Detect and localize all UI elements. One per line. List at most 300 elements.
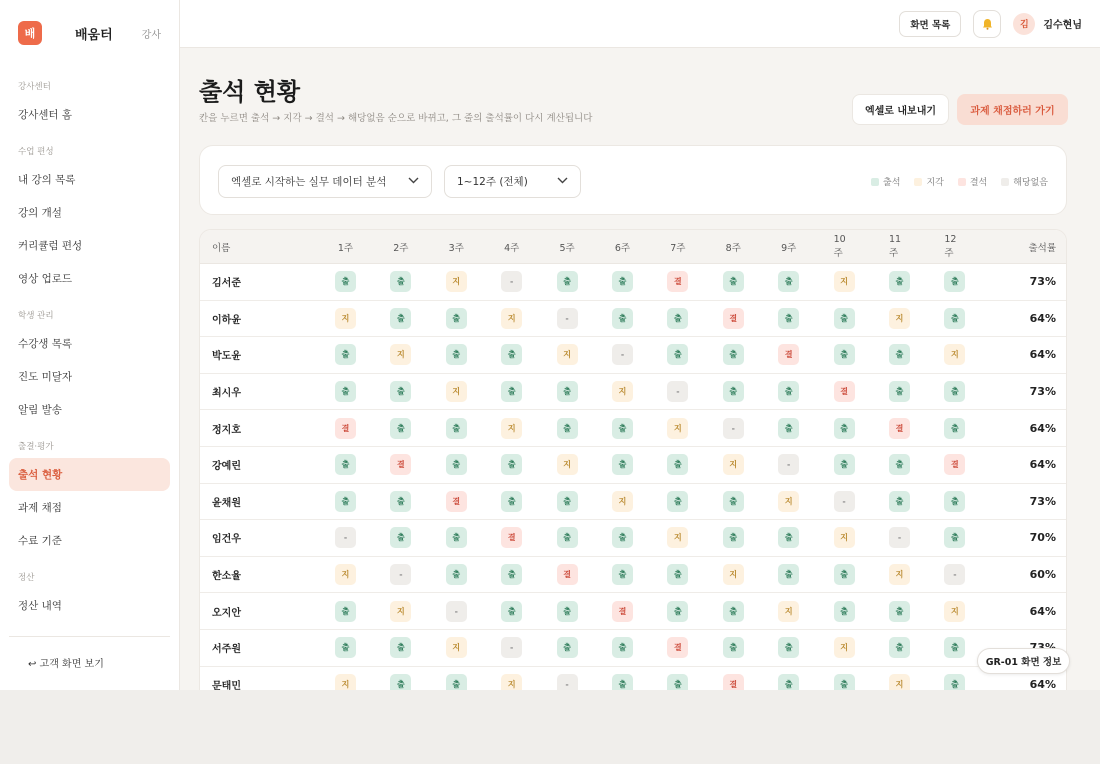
student-name: 한소율	[212, 571, 241, 583]
attendance-badge[interactable]: 지	[390, 344, 411, 365]
attendance-cell	[889, 484, 910, 520]
attendance-badge[interactable]: 지	[778, 491, 799, 512]
attendance-badge[interactable]: 출	[335, 637, 356, 658]
table-row	[200, 447, 1067, 484]
attendance-badge[interactable]: 지	[390, 601, 411, 622]
attendance-badge[interactable]: 출	[667, 601, 688, 622]
attendance-cell	[612, 520, 633, 556]
attendance-badge[interactable]: 출	[944, 418, 965, 439]
attendance-badge[interactable]: 지	[446, 381, 467, 402]
attendance-badge[interactable]: 출	[501, 564, 522, 585]
legend-label: 해당없음	[1013, 178, 1048, 188]
attendance-badge[interactable]: 지	[834, 527, 855, 548]
table-row	[200, 374, 1067, 411]
attendance-badge[interactable]: 출	[501, 601, 522, 622]
student-name: 윤채원	[212, 497, 241, 509]
logo[interactable]: 배	[18, 21, 42, 45]
attendance-badge[interactable]: 출	[335, 454, 356, 475]
attendance-badge[interactable]: 출	[834, 564, 855, 585]
attendance-badge[interactable]: 결	[778, 344, 799, 365]
sidebar-item[interactable]: 내 강의 목록	[18, 174, 76, 186]
attendance-badge[interactable]: 출	[390, 418, 411, 439]
attendance-rate: 73%	[1029, 494, 1056, 508]
attendance-cell	[335, 520, 356, 556]
attendance-badge[interactable]: -	[335, 527, 356, 548]
attendance-badge[interactable]: 출	[778, 381, 799, 402]
attendance-badge[interactable]: 출	[446, 308, 467, 329]
attendance-cell	[501, 374, 522, 410]
attendance-cell	[778, 374, 799, 410]
student-name: 임건우	[212, 534, 241, 546]
attendance-cell	[944, 630, 965, 666]
attendance-badge[interactable]: 출	[778, 564, 799, 585]
attendance-badge[interactable]: 출	[834, 418, 855, 439]
attendance-badge[interactable]: 출	[557, 527, 578, 548]
attendance-cell	[778, 447, 799, 483]
table-row	[200, 301, 1067, 338]
attendance-badge[interactable]: 지	[335, 564, 356, 585]
attendance-badge[interactable]: 출	[667, 564, 688, 585]
column-header-week[interactable]: 9주	[781, 242, 797, 254]
attendance-badge[interactable]: -	[667, 381, 688, 402]
attendance-cell	[778, 337, 799, 373]
attendance-cell	[723, 630, 744, 666]
attendance-badge[interactable]: 출	[944, 491, 965, 512]
attendance-badge[interactable]: 출	[612, 674, 633, 690]
filter-card	[199, 145, 1067, 215]
attendance-badge[interactable]: 출	[557, 491, 578, 512]
attendance-badge[interactable]: 출	[778, 527, 799, 548]
attendance-badge[interactable]: 결	[501, 527, 522, 548]
attendance-badge[interactable]: 지	[335, 674, 356, 690]
attendance-badge[interactable]: 결	[612, 601, 633, 622]
legend-item	[914, 175, 943, 188]
attendance-badge[interactable]: -	[501, 637, 522, 658]
attendance-cell	[612, 374, 633, 410]
attendance-cell	[834, 447, 855, 483]
attendance-badge[interactable]: 출	[390, 381, 411, 402]
attendance-badge[interactable]: -	[778, 454, 799, 475]
brand-name[interactable]: 배움터	[75, 27, 113, 43]
attendance-cell	[889, 630, 910, 666]
attendance-cell	[390, 264, 411, 300]
attendance-badge[interactable]: 결	[390, 454, 411, 475]
week-select[interactable]	[444, 165, 581, 198]
attendance-badge[interactable]: 출	[390, 308, 411, 329]
attendance-cell	[557, 337, 578, 373]
table-row	[200, 630, 1067, 667]
attendance-cell	[723, 557, 744, 593]
attendance-badge[interactable]: 출	[723, 527, 744, 548]
attendance-rate: 73%	[1029, 275, 1056, 289]
attendance-badge[interactable]: 결	[446, 491, 467, 512]
export-excel-button[interactable]: 엑셀로 내보내기	[852, 94, 949, 125]
attendance-rate: 73%	[1029, 385, 1056, 399]
attendance-badge[interactable]: 결	[667, 271, 688, 292]
attendance-cell	[390, 630, 411, 666]
attendance-badge[interactable]: 결	[723, 308, 744, 329]
course-select[interactable]	[218, 165, 432, 198]
attendance-badge[interactable]: 출	[612, 637, 633, 658]
sidebar-item[interactable]: 수료 기준	[18, 535, 62, 547]
sidebar-item[interactable]: 수강생 목록	[18, 338, 73, 350]
attendance-badge[interactable]: 출	[501, 381, 522, 402]
attendance-badge[interactable]: -	[557, 674, 578, 690]
attendance-badge[interactable]: 출	[557, 271, 578, 292]
attendance-badge[interactable]: 출	[834, 601, 855, 622]
table-header-row	[200, 230, 1067, 264]
attendance-badge[interactable]: 출	[612, 308, 633, 329]
attendance-badge[interactable]: 출	[834, 308, 855, 329]
attendance-cell	[889, 447, 910, 483]
student-name: 오지안	[212, 607, 241, 619]
attendance-cell	[612, 557, 633, 593]
sidebar-divider	[9, 636, 170, 637]
attendance-rate: 64%	[1029, 421, 1056, 435]
student-name: 문태민	[212, 680, 241, 690]
attendance-cell	[889, 410, 910, 446]
attendance-badge[interactable]: 출	[723, 491, 744, 512]
sidebar-item[interactable]: 커리큘럼 편성	[18, 240, 83, 252]
sidebar-item[interactable]: 출석 현황	[9, 458, 170, 491]
sidebar-item[interactable]: 강사센터 홈	[18, 109, 73, 121]
attendance-badge[interactable]: 출	[557, 381, 578, 402]
attendance-cell	[390, 301, 411, 337]
attendance-cell	[889, 264, 910, 300]
attendance-cell	[944, 667, 965, 690]
attendance-badge[interactable]: 출	[446, 564, 467, 585]
attendance-rate: 70%	[1029, 531, 1056, 545]
attendance-cell	[723, 520, 744, 556]
attendance-cell	[446, 667, 467, 690]
attendance-cell	[889, 337, 910, 373]
attendance-badge[interactable]: 지	[557, 454, 578, 475]
attendance-cell	[778, 557, 799, 593]
attendance-cell	[446, 593, 467, 629]
legend-label: 결석	[969, 178, 988, 188]
attendance-badge[interactable]: 결	[667, 637, 688, 658]
attendance-badge[interactable]: 결	[335, 418, 356, 439]
attendance-badge[interactable]: 지	[889, 674, 910, 690]
attendance-badge[interactable]: 출	[557, 601, 578, 622]
attendance-cell	[778, 593, 799, 629]
attendance-badge[interactable]: 지	[723, 564, 744, 585]
attendance-cell	[335, 337, 356, 373]
attendance-badge[interactable]: 지	[944, 344, 965, 365]
attendance-cell	[944, 337, 965, 373]
attendance-badge[interactable]: 출	[778, 637, 799, 658]
attendance-cell	[612, 410, 633, 446]
attendance-badge[interactable]: 출	[834, 674, 855, 690]
student-name: 최시우	[212, 388, 241, 400]
attendance-badge[interactable]: 출	[446, 674, 467, 690]
week-select-value: 1~12주 (전체)	[457, 176, 528, 188]
attendance-cell	[778, 484, 799, 520]
column-header-week[interactable]: 1주	[337, 242, 354, 254]
attendance-cell	[335, 374, 356, 410]
attendance-cell	[667, 557, 688, 593]
attendance-badge[interactable]: 출	[834, 344, 855, 365]
attendance-cell	[889, 667, 910, 690]
attendance-badge[interactable]: 출	[944, 527, 965, 548]
column-header-week[interactable]: 8주	[725, 242, 741, 254]
attendance-badge[interactable]: 지	[667, 527, 688, 548]
attendance-badge[interactable]: 출	[889, 491, 910, 512]
nav-section-title: 정산	[18, 573, 35, 583]
attendance-badge[interactable]: 출	[446, 344, 467, 365]
attendance-badge[interactable]: 지	[778, 601, 799, 622]
attendance-cell	[834, 484, 855, 520]
customer-view-link[interactable]: ↩ 고객 화면 보기	[28, 659, 104, 670]
attendance-cell	[446, 447, 467, 483]
attendance-badge[interactable]: 지	[501, 308, 522, 329]
legend-swatch	[914, 178, 922, 186]
attendance-badge[interactable]: 출	[723, 381, 744, 402]
attendance-badge[interactable]: 출	[889, 454, 910, 475]
attendance-badge[interactable]: 출	[612, 271, 633, 292]
sidebar-item[interactable]: 영상 업로드	[18, 273, 73, 285]
role-label: 강사	[141, 29, 161, 41]
course-select-value: 엑셀로 시작하는 실무 데이터 분석	[231, 176, 387, 188]
attendance-badge[interactable]: -	[723, 418, 744, 439]
table-row	[200, 410, 1067, 447]
attendance-badge[interactable]: -	[834, 491, 855, 512]
column-header-week[interactable]: 4주	[504, 242, 520, 254]
student-name: 김서준	[212, 278, 241, 290]
go-grading-button[interactable]: 과제 채점하러 가기	[957, 94, 1068, 125]
attendance-cell	[667, 520, 688, 556]
attendance-badge[interactable]: 출	[944, 381, 965, 402]
attendance-badge[interactable]: 지	[446, 637, 467, 658]
attendance-cell	[335, 557, 356, 593]
attendance-badge[interactable]: 출	[446, 418, 467, 439]
attendance-badge[interactable]: 결	[944, 454, 965, 475]
attendance-cell	[557, 557, 578, 593]
attendance-cell	[335, 484, 356, 520]
attendance-badge[interactable]: -	[944, 564, 965, 585]
nav-section-title: 학생 관리	[18, 311, 54, 321]
attendance-cell	[390, 447, 411, 483]
attendance-badge[interactable]: -	[612, 344, 633, 365]
sidebar-item[interactable]: 알림 발송	[18, 404, 62, 416]
attendance-cell	[557, 630, 578, 666]
attendance-cell	[944, 447, 965, 483]
attendance-badge[interactable]: 출	[889, 344, 910, 365]
attendance-badge[interactable]: 지	[557, 344, 578, 365]
attendance-badge[interactable]: 출	[889, 637, 910, 658]
attendance-badge[interactable]: 출	[335, 491, 356, 512]
attendance-badge[interactable]: 출	[612, 527, 633, 548]
attendance-badge[interactable]: 지	[612, 491, 633, 512]
table-row	[200, 484, 1067, 521]
attendance-badge[interactable]: 출	[889, 601, 910, 622]
attendance-badge[interactable]: 지	[889, 308, 910, 329]
attendance-badge[interactable]: 결	[557, 564, 578, 585]
attendance-cell	[723, 593, 744, 629]
attendance-cell	[612, 630, 633, 666]
attendance-cell	[834, 630, 855, 666]
attendance-badge[interactable]: 출	[390, 271, 411, 292]
attendance-badge[interactable]: 지	[834, 271, 855, 292]
attendance-cell	[778, 410, 799, 446]
attendance-badge[interactable]: 지	[889, 564, 910, 585]
attendance-badge[interactable]: 출	[390, 674, 411, 690]
attendance-badge[interactable]: 출	[889, 271, 910, 292]
attendance-cell	[612, 337, 633, 373]
attendance-badge[interactable]: 지	[834, 637, 855, 658]
sidebar-item[interactable]: 정산 내역	[18, 600, 62, 612]
legend-swatch	[958, 178, 966, 186]
attendance-cell	[557, 520, 578, 556]
attendance-badge[interactable]: 출	[944, 308, 965, 329]
attendance-badge[interactable]: 출	[390, 637, 411, 658]
table-row	[200, 593, 1067, 630]
attendance-badge[interactable]: 출	[723, 344, 744, 365]
attendance-badge[interactable]: 출	[778, 271, 799, 292]
attendance-cell	[667, 447, 688, 483]
attendance-cell	[667, 301, 688, 337]
user-menu[interactable]	[1013, 13, 1082, 35]
column-header-week[interactable]: 5주	[559, 242, 575, 254]
attendance-badge[interactable]: -	[501, 271, 522, 292]
attendance-badge[interactable]: 출	[612, 564, 633, 585]
attendance-badge[interactable]: 출	[501, 491, 522, 512]
screen-list-button[interactable]: 화면 목록	[899, 11, 961, 37]
attendance-cell	[834, 301, 855, 337]
attendance-cell	[834, 557, 855, 593]
attendance-cell	[834, 593, 855, 629]
attendance-cell	[446, 630, 467, 666]
attendance-badge[interactable]: 지	[723, 454, 744, 475]
sidebar-nav	[0, 80, 179, 622]
attendance-badge[interactable]: 출	[335, 271, 356, 292]
attendance-badge[interactable]: 지	[335, 308, 356, 329]
column-header-week[interactable]: 2주	[393, 242, 409, 254]
column-header-week[interactable]: 10주	[833, 234, 846, 259]
attendance-cell	[501, 337, 522, 373]
attendance-badge[interactable]: 출	[834, 454, 855, 475]
attendance-badge[interactable]: 지	[446, 271, 467, 292]
attendance-badge[interactable]: 출	[944, 271, 965, 292]
attendance-badge[interactable]: 지	[612, 381, 633, 402]
attendance-cell	[944, 374, 965, 410]
attendance-badge[interactable]: 출	[612, 454, 633, 475]
attendance-cell	[335, 667, 356, 690]
screen-info-pill[interactable]: GR-01 화면 정보	[977, 648, 1070, 674]
attendance-badge[interactable]: -	[557, 308, 578, 329]
column-header-week[interactable]: 7주	[670, 242, 686, 254]
attendance-badge[interactable]: 지	[667, 418, 688, 439]
attendance-badge[interactable]: 결	[834, 381, 855, 402]
column-header-week[interactable]: 6주	[614, 242, 631, 254]
attendance-cell	[834, 520, 855, 556]
attendance-cell	[778, 520, 799, 556]
attendance-cell	[335, 630, 356, 666]
attendance-cell	[501, 667, 522, 690]
attendance-cell	[501, 410, 522, 446]
table-row	[200, 520, 1067, 557]
column-header-week[interactable]: 12주	[944, 234, 957, 259]
attendance-badge[interactable]: 출	[446, 454, 467, 475]
attendance-badge[interactable]: -	[446, 601, 467, 622]
student-name: 강예린	[212, 461, 241, 473]
column-header-week[interactable]: 11주	[889, 234, 902, 259]
student-name: 이하윤	[212, 314, 241, 326]
attendance-badge[interactable]: 출	[390, 491, 411, 512]
attendance-badge[interactable]: 지	[501, 418, 522, 439]
attendance-badge[interactable]: -	[889, 527, 910, 548]
attendance-cell	[667, 630, 688, 666]
attendance-badge[interactable]: 출	[944, 674, 965, 690]
attendance-badge[interactable]: 출	[778, 674, 799, 690]
attendance-cell	[723, 484, 744, 520]
attendance-badge[interactable]: 출	[667, 674, 688, 690]
attendance-cell	[446, 301, 467, 337]
attendance-cell	[723, 337, 744, 373]
attendance-rate: 64%	[1029, 311, 1056, 325]
attendance-cell	[335, 410, 356, 446]
attendance-badge[interactable]: 출	[501, 454, 522, 475]
attendance-cell	[944, 484, 965, 520]
attendance-badge[interactable]: 출	[723, 637, 744, 658]
attendance-table	[199, 229, 1067, 690]
attendance-cell	[667, 484, 688, 520]
attendance-badge[interactable]: -	[390, 564, 411, 585]
sidebar-item[interactable]: 진도 미달자	[18, 371, 73, 383]
legend-item	[958, 175, 987, 188]
attendance-cell	[446, 264, 467, 300]
bell-icon[interactable]	[973, 10, 1001, 38]
attendance-badge[interactable]: 지	[501, 674, 522, 690]
attendance-badge[interactable]: 출	[557, 418, 578, 439]
attendance-badge[interactable]: 출	[557, 637, 578, 658]
attendance-badge[interactable]: 출	[612, 418, 633, 439]
attendance-cell	[557, 374, 578, 410]
column-header-week[interactable]: 3주	[448, 242, 464, 254]
attendance-badge[interactable]: 출	[944, 637, 965, 658]
attendance-badge[interactable]: 출	[446, 527, 467, 548]
attendance-badge[interactable]: 출	[723, 271, 744, 292]
page-subtitle: 칸을 누르면 출석 → 지각 → 결석 → 해당없음 순으로 바뀌고, 그 줄의 출석률이 다시 계산됩니다	[199, 113, 593, 124]
attendance-badge[interactable]: 출	[723, 601, 744, 622]
attendance-badge[interactable]: 출	[889, 381, 910, 402]
attendance-badge[interactable]: 출	[501, 344, 522, 365]
attendance-badge[interactable]: 결	[889, 418, 910, 439]
attendance-rate: 64%	[1029, 604, 1056, 618]
attendance-badge[interactable]: 출	[667, 344, 688, 365]
attendance-badge[interactable]: 출	[335, 601, 356, 622]
attendance-cell	[723, 374, 744, 410]
attendance-badge[interactable]: 출	[335, 344, 356, 365]
sidebar-item[interactable]: 강의 개설	[18, 207, 62, 219]
attendance-badge[interactable]: 출	[390, 527, 411, 548]
attendance-cell	[944, 301, 965, 337]
attendance-badge[interactable]: 출	[667, 454, 688, 475]
sidebar-item[interactable]: 과제 채점	[18, 502, 62, 514]
attendance-badge[interactable]: 출	[667, 491, 688, 512]
attendance-cell	[944, 264, 965, 300]
attendance-badge[interactable]: 출	[667, 308, 688, 329]
attendance-rate: 64%	[1029, 677, 1056, 690]
table-row	[200, 337, 1067, 374]
attendance-badge[interactable]: 출	[335, 381, 356, 402]
attendance-badge[interactable]: 결	[723, 674, 744, 690]
attendance-badge[interactable]: 지	[944, 601, 965, 622]
attendance-badge[interactable]: 출	[778, 418, 799, 439]
attendance-badge[interactable]: 출	[778, 308, 799, 329]
nav-section-title: 강사센터	[18, 82, 51, 92]
attendance-cell	[390, 337, 411, 373]
